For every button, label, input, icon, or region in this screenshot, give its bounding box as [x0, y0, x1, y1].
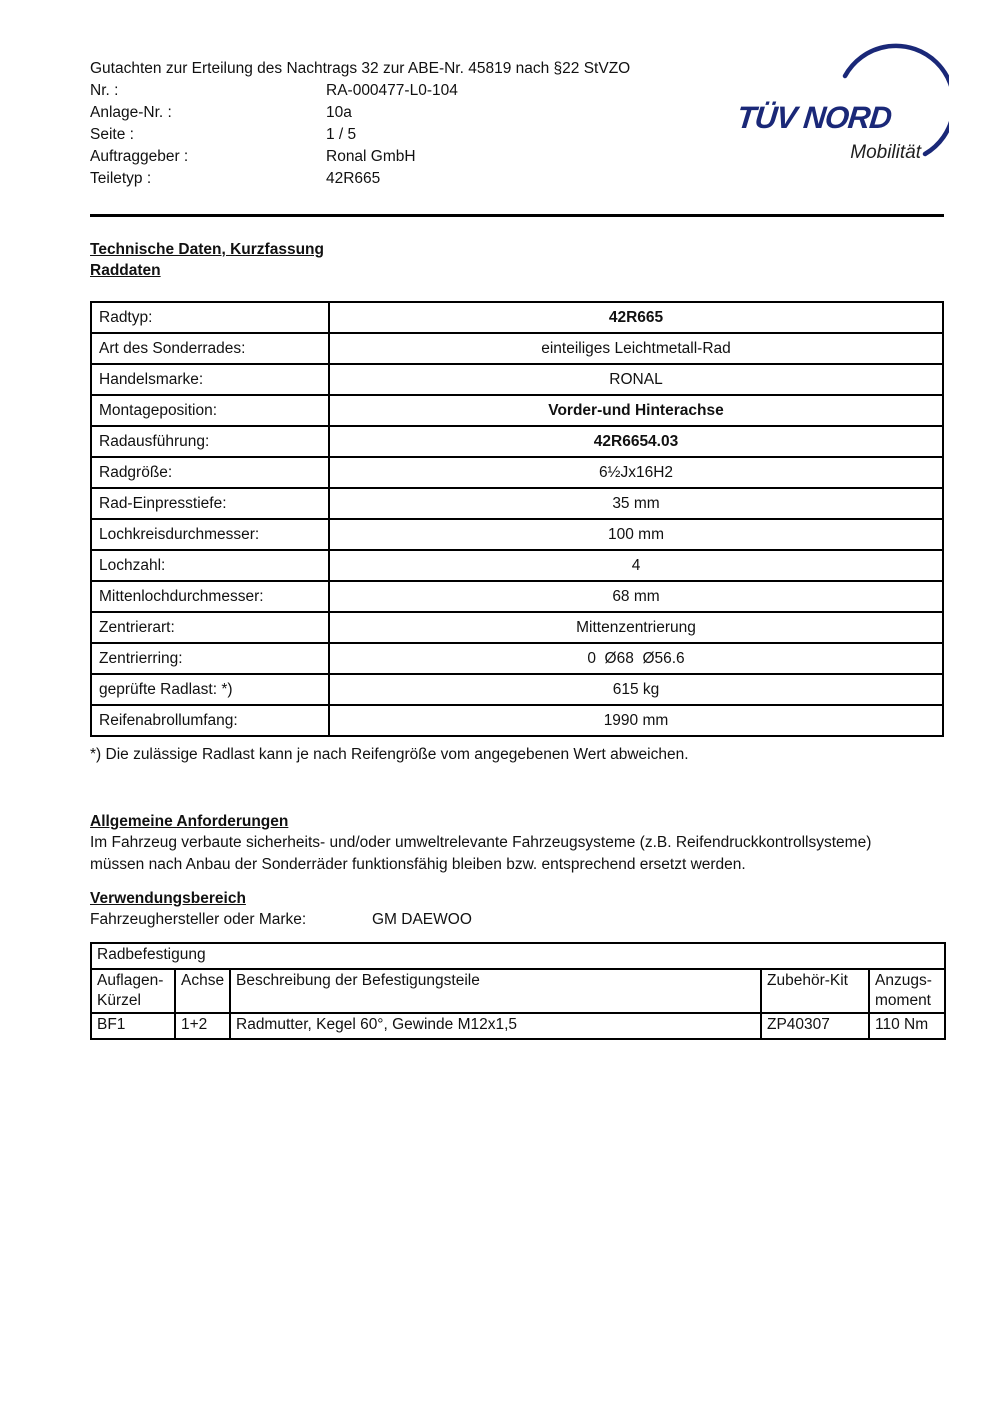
- table-row: [91, 488, 943, 519]
- row-label: Radausführung:: [91, 426, 329, 457]
- cell-achse: 1+2: [175, 1013, 230, 1039]
- allgemeine-anforderungen-section: [90, 811, 944, 876]
- row-label: Lochkreisdurchmesser:: [91, 519, 329, 550]
- brand-wordmark: TÜV NORD: [735, 100, 893, 135]
- field-label: Fahrzeughersteller oder Marke:: [90, 911, 307, 928]
- row-label: Zentrierart:: [91, 612, 329, 643]
- header-field: [90, 146, 944, 168]
- column-header-achse: Achse: [175, 969, 230, 1013]
- table-row: [91, 426, 943, 457]
- row-value: einteiliges Leichtmetall-Rad: [329, 333, 943, 364]
- row-value: Vorder-und Hinterachse: [329, 395, 943, 426]
- field-label: Auftraggeber :: [90, 148, 189, 165]
- table-row: [91, 674, 943, 705]
- table-title: Radbefestigung: [91, 943, 945, 969]
- cell-kit: ZP40307: [761, 1013, 869, 1039]
- field-label: Anlage-Nr. :: [90, 104, 172, 121]
- table-title-row: [91, 943, 945, 969]
- row-label: Mittenlochdurchmesser:: [91, 581, 329, 612]
- table-row: [91, 612, 943, 643]
- row-value: 42R665: [329, 302, 943, 333]
- hersteller-field: [90, 909, 944, 931]
- field-value: 42R665: [326, 170, 381, 187]
- row-value: Mittenzentrierung: [329, 612, 943, 643]
- row-label: Montageposition:: [91, 395, 329, 426]
- header-field: [90, 102, 944, 124]
- row-label: Lochzahl:: [91, 550, 329, 581]
- field-value: 1 / 5: [326, 126, 357, 143]
- column-header-kuerzel: Auflagen-Kürzel: [91, 969, 175, 1013]
- field-value: GM DAEWOO: [372, 911, 472, 928]
- page-content: [90, 0, 944, 1040]
- row-value: 6½Jx16H2: [329, 457, 943, 488]
- doc-header: [90, 0, 944, 190]
- field-label: Nr. :: [90, 82, 119, 99]
- row-value: RONAL: [329, 364, 943, 395]
- row-value: 0 Ø68 Ø56.6: [329, 643, 943, 674]
- table-row: [91, 705, 943, 736]
- verwendungsbereich-section: [90, 888, 944, 931]
- header-field: [90, 80, 944, 102]
- allgemeine-anforderungen-text: Im Fahrzeug verbaute sicherheits- und/oder umweltrelevante Fahrzeugsysteme (z.B. Reifendruckkontrollsysteme) müssen nach Anbau der Sonderräder funktionsfähig bleiben bzw. entsprechend ersetzt werden.: [90, 834, 872, 873]
- table-row: [91, 643, 943, 674]
- field-label: Teiletyp :: [90, 170, 152, 187]
- heading-allgemeine-anforderungen: Allgemeine Anforderungen: [90, 813, 289, 830]
- field-value: Ronal GmbH: [326, 148, 416, 165]
- row-value: 615 kg: [329, 674, 943, 705]
- table-row: [91, 519, 943, 550]
- cell-beschreibung: Radmutter, Kegel 60°, Gewinde M12x1,5: [230, 1013, 761, 1039]
- heading-verwendungsbereich: Verwendungsbereich: [90, 890, 246, 907]
- table-row: [91, 1013, 945, 1039]
- field-value: RA-000477-L0-104: [326, 82, 458, 99]
- raddaten-table: [90, 301, 944, 737]
- radlast-footnote: *) Die zulässige Radlast kann je nach Reifengröße vom angegebenen Wert abweichen.: [90, 746, 689, 763]
- radbefestigung-table: [90, 942, 946, 1040]
- cell-moment: 110 Nm: [869, 1013, 945, 1039]
- row-value: 1990 mm: [329, 705, 943, 736]
- header-field: [90, 168, 944, 190]
- row-label: geprüfte Radlast: *): [91, 674, 329, 705]
- row-label: Zentrierring:: [91, 643, 329, 674]
- header-field: [90, 124, 944, 146]
- column-header-kit: Zubehör-Kit: [761, 969, 869, 1013]
- row-value: 100 mm: [329, 519, 943, 550]
- doc-title: Gutachten zur Erteilung des Nachtrags 32 zur ABE-Nr. 45819 nach §22 StVZO: [90, 60, 631, 77]
- table-row: [91, 581, 943, 612]
- heading-raddaten: Raddaten: [90, 262, 161, 279]
- column-header-beschreibung: Beschreibung der Befestigungsteile: [230, 969, 761, 1013]
- header-divider: [90, 214, 944, 217]
- table-header-row: [91, 969, 945, 1013]
- table-row: [91, 395, 943, 426]
- cell-kuerzel: BF1: [91, 1013, 175, 1039]
- row-label: Radgröße:: [91, 457, 329, 488]
- table-row: [91, 550, 943, 581]
- row-value: 68 mm: [329, 581, 943, 612]
- table-row: [91, 457, 943, 488]
- table-row: [91, 333, 943, 364]
- row-value: 4: [329, 550, 943, 581]
- field-value: 10a: [326, 104, 352, 121]
- row-label: Radtyp:: [91, 302, 329, 333]
- row-value: 35 mm: [329, 488, 943, 519]
- row-label: Art des Sonderrades:: [91, 333, 329, 364]
- row-label: Handelsmarke:: [91, 364, 329, 395]
- row-value: 42R6654.03: [329, 426, 943, 457]
- row-label: Reifenabrollumfang:: [91, 705, 329, 736]
- table-row: [91, 302, 943, 333]
- row-label: Rad-Einpresstiefe:: [91, 488, 329, 519]
- field-label: Seite :: [90, 126, 134, 143]
- table-row: [91, 364, 943, 395]
- heading-technische-daten: Technische Daten, Kurzfassung: [90, 241, 324, 258]
- column-header-moment: Anzugs-moment: [869, 969, 945, 1013]
- division-label: Mobilität: [850, 142, 921, 163]
